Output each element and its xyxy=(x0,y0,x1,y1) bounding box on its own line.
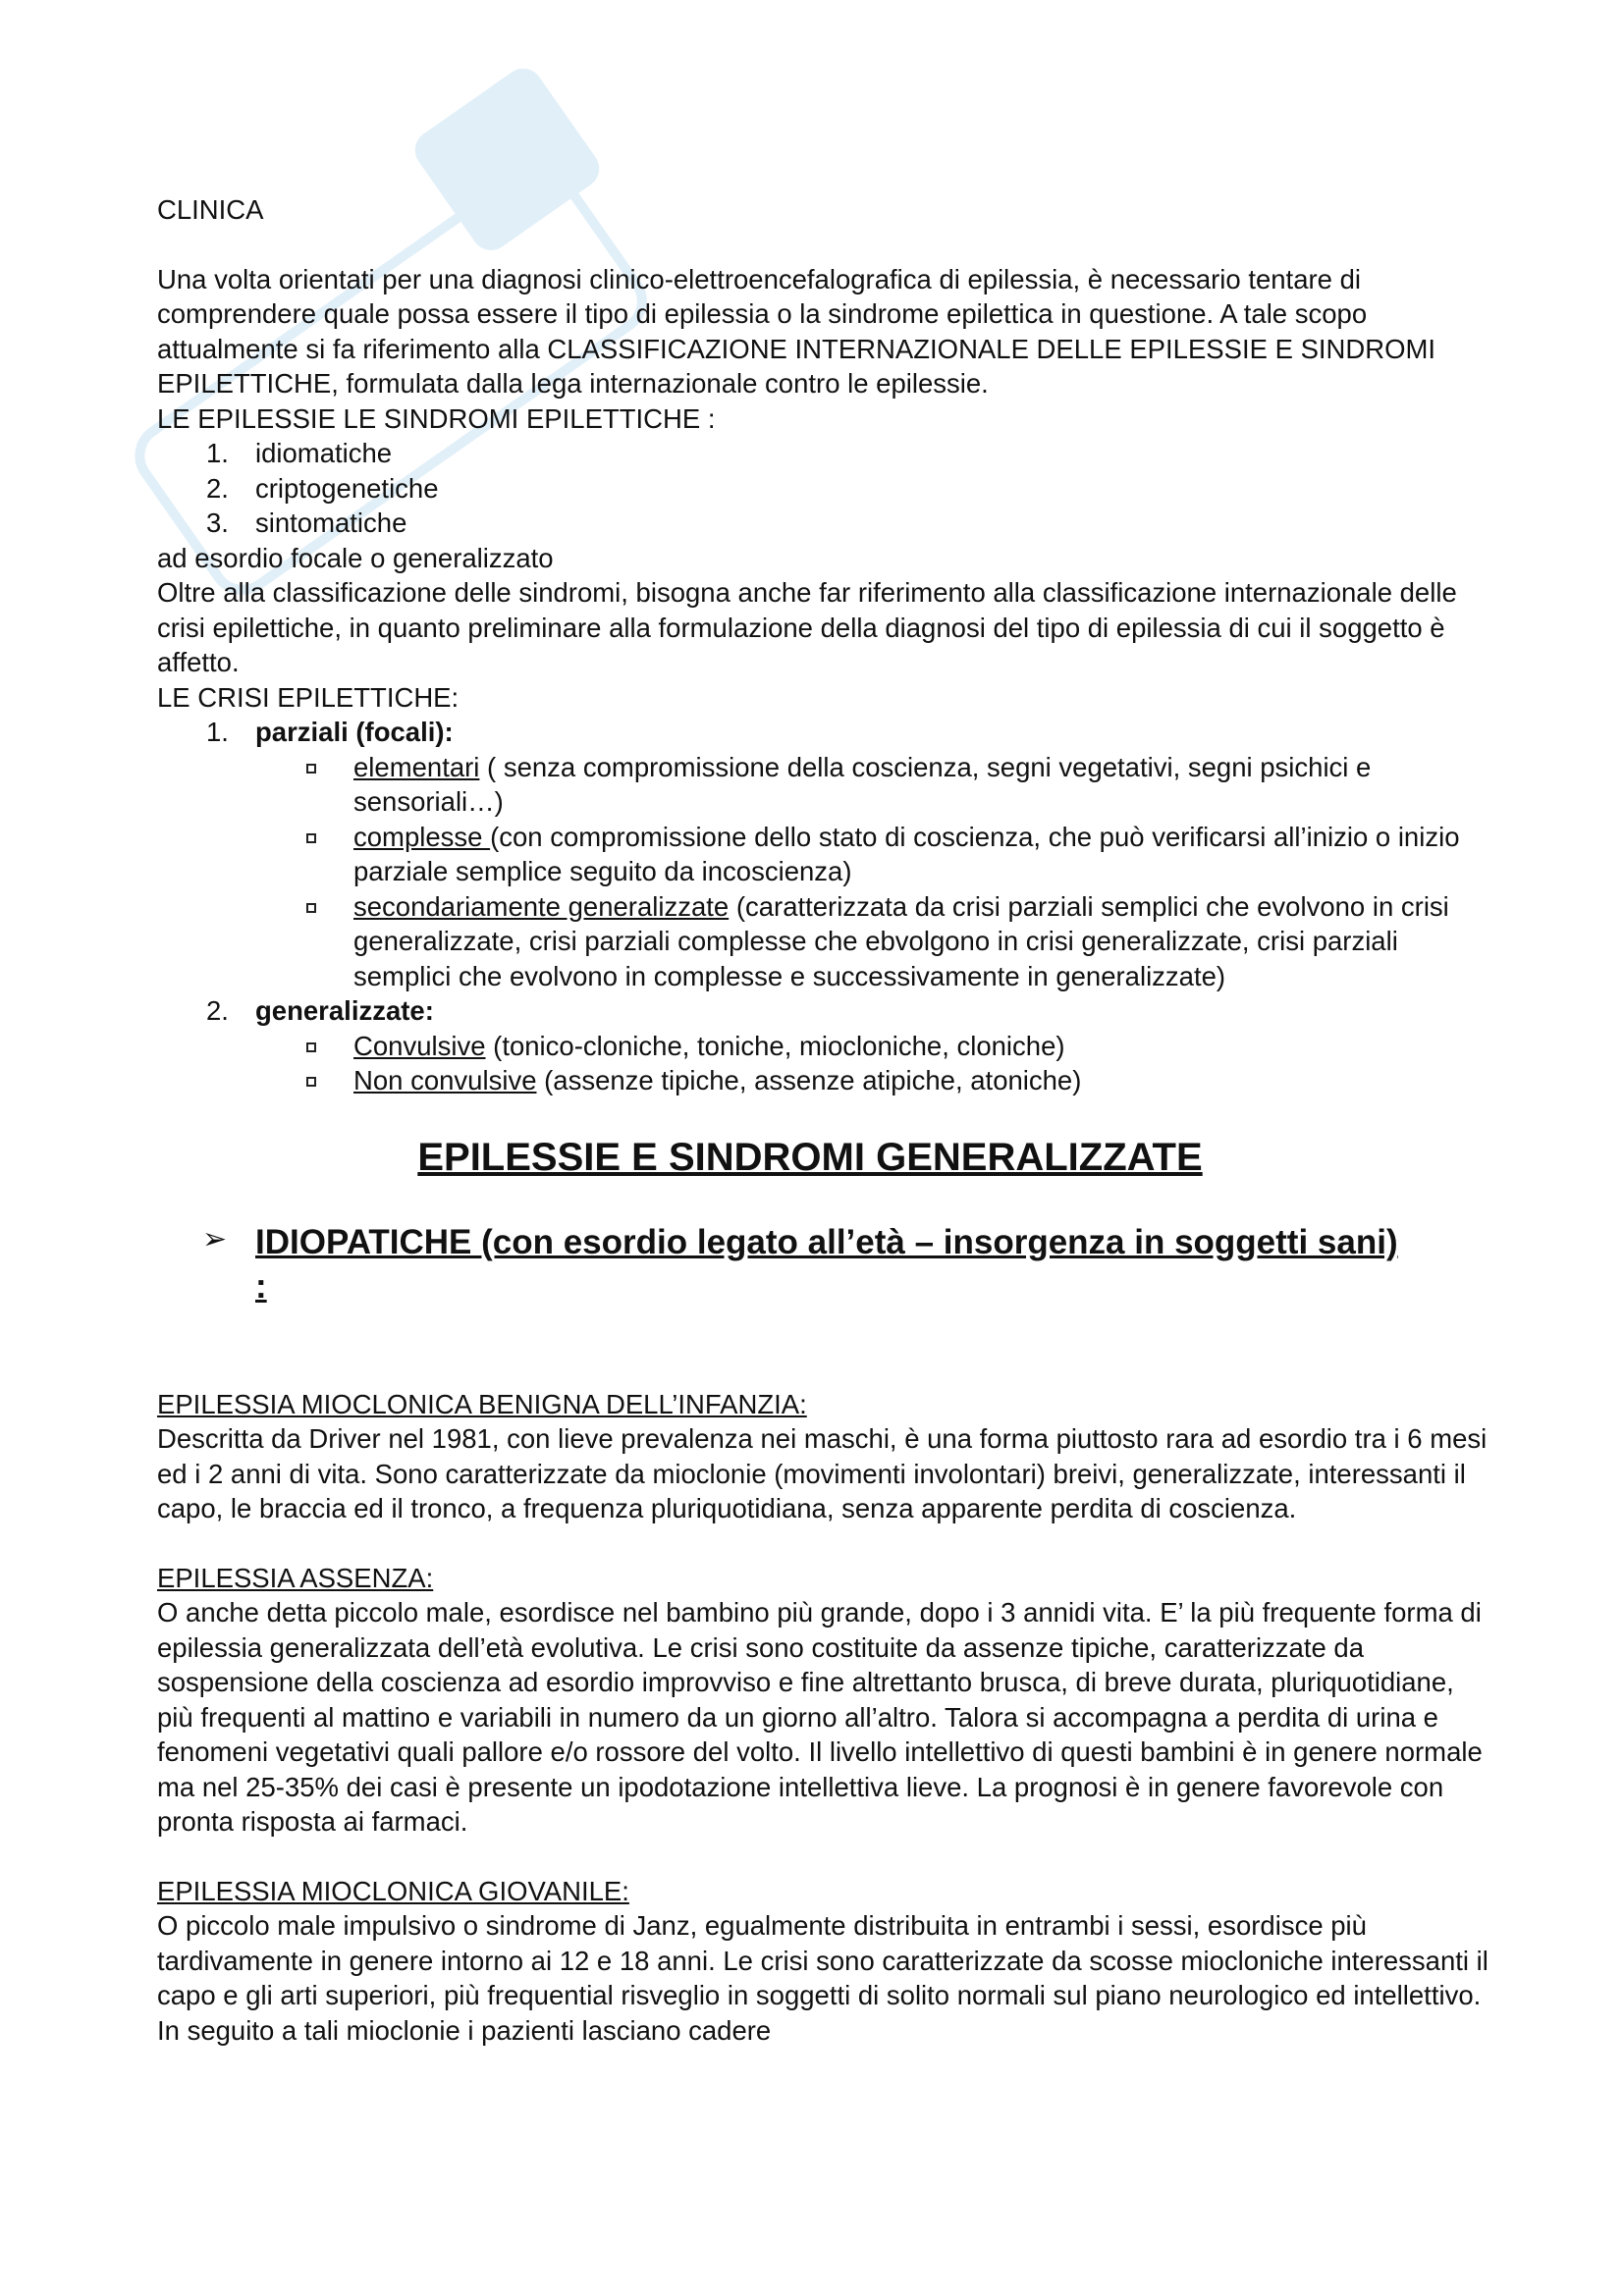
list-item-partial: 1. parziali (focali): xyxy=(206,717,454,747)
entry-text: Descritta da Driver nel 1981, con lieve prevalenza nei maschi, è una forma piuttosto rara ad esordio tra i 6 mesi ed i 2 anni di vita. Sono caratterizzate da mioclonie (movimenti involontari) breivi, generalizzate, interessanti il capo, le braccia ed il tronco, a frequenza pluriquotidiana, senza apparente perdita di coscienza. xyxy=(157,1423,1488,1523)
entry-block xyxy=(157,1387,1492,1526)
entry-text: O anche detta piccolo male, esordisce nel bambino più grande, dopo i 3 annidi vita. E’ la più frequente forma di epilessia generalizzata dell’età evolutiva. Le crisi sono costituite da assenze tipiche, caratterizzate da sospensione della coscienza ad esordio improvviso e fine altrettanto brusca, di breve durata, pluriquotidiane, più frequenti al mattino e variabili in numero da un giorno all’altro. Talora si accompagna a perdita di urina e fenomeni vegetativi quali pallore e/o rossore del volto. Il livello intellettivo di questi bambini è in genere normale ma nel 25-35% dei casi è presente un ipodotazione intellettiva lieve. La prognosi è in genere favorevole con pronta risposta ai farmaci. xyxy=(157,1597,1483,1837)
crisi-list-2 xyxy=(157,993,1492,1029)
crisi-heading: LE CRISI EPILETTICHE: xyxy=(157,681,460,713)
entry-block xyxy=(157,1874,1492,2049)
partial-sublist xyxy=(157,750,1492,994)
intro-paragraph: Una volta orientati per una diagnosi clinico-elettroencefalografica di epilessia, è necessario tentare di comprendere quale possa essere il tipo di epilessia o la sindrome epilettica in questione. A tale scopo attualmente si fa riferimento alla CLASSIFICAZIONE INTERNAZIONALE DELLE EPILESSIE E SINDROMI EPILETTICHE, formulata dalla lega internazionale contro le epilessie. xyxy=(157,263,1436,399)
checkbox-bullet-icon xyxy=(306,903,316,913)
sublist-item: Non convulsive (assenze tipiche, assenze atipiche, atoniche) xyxy=(157,1063,1492,1098)
checkbox-bullet-icon xyxy=(306,1077,316,1087)
list-item: 3. sintomatiche xyxy=(206,507,407,538)
entry-block xyxy=(157,1561,1492,1840)
entry-title: EPILESSIA MIOCLONICA BENIGNA DELL’INFANZIA: xyxy=(157,1388,807,1419)
arrow-bullet-icon: ➢ xyxy=(202,1222,228,1255)
sublist-item: secondariamente generalizzate (caratterizzata da crisi parziali semplici che evolvono in crisi generalizzate, crisi parziali complesse che ebvolgono in crisi generalizzate, crisi parziali semplici che evolvono in complesse e successivamente in generalizzate) xyxy=(157,889,1492,994)
sublist-item: elementari ( senza compromissione della coscienza, segni vegetativi, segni psichici e sensoriali…) xyxy=(157,750,1492,820)
entry-title: EPILESSIA MIOCLONICA GIOVANILE: xyxy=(157,1875,629,1906)
syndromes-list xyxy=(157,436,1492,541)
sublist-item: complesse (con compromissione dello stato di coscienza, che può verificarsi all’inizio o inizio parziale semplice seguito da incoscienza) xyxy=(157,820,1492,889)
sublist-item: Convulsive (tonico-cloniche, toniche, miocloniche, cloniche) xyxy=(157,1029,1492,1064)
section-heading: EPILESSIE E SINDROMI GENERALIZZATE xyxy=(417,1135,1203,1179)
document-content xyxy=(157,192,1492,2048)
subsection-heading: IDIOPATICHE (con esordio legato all’età – insorgenza in soggetti sani) : xyxy=(255,1222,1398,1306)
subsection-heading-block xyxy=(157,1220,1492,1308)
crisi-list xyxy=(157,715,1492,750)
syndromes-heading: LE EPILESSIE LE SINDROMI EPILETTICHE : xyxy=(157,402,716,434)
checkbox-bullet-icon xyxy=(306,833,316,843)
entry-text: O piccolo male impulsivo o sindrome di Janz, egualmente distribuita in entrambi i sessi, esordisce più tardivamente in genere intorno ai 12 e 18 anni. Le crisi sono caratterizzate da scosse miocloniche interessanti il capo e gli arti superiori, più frequential risveglio in soggetti di solito normali sul piano neurologico ed intellettivo. In seguito a tali mioclonie i pazienti lasciano cadere xyxy=(157,1910,1488,2046)
list-item: 2. criptogenetiche xyxy=(206,472,439,504)
page-title: CLINICA xyxy=(157,194,264,225)
crisi-intro: Oltre alla classificazione delle sindromi, bisogna anche far riferimento alla classificazione internazionale delle crisi epilettiche, in quanto preliminare alla formulazione della diagnosi del tipo di epilessia di cui il soggetto è affetto. xyxy=(157,577,1457,677)
checkbox-bullet-icon xyxy=(306,1042,316,1052)
generalized-sublist xyxy=(157,1029,1492,1098)
onset-note: ad esordio focale o generalizzato xyxy=(157,542,554,573)
list-item-generalized: 2. generalizzate: xyxy=(206,995,434,1026)
checkbox-bullet-icon xyxy=(306,764,316,774)
entry-title: EPILESSIA ASSENZA: xyxy=(157,1562,434,1593)
list-item: 1. idiomatiche xyxy=(206,438,393,468)
